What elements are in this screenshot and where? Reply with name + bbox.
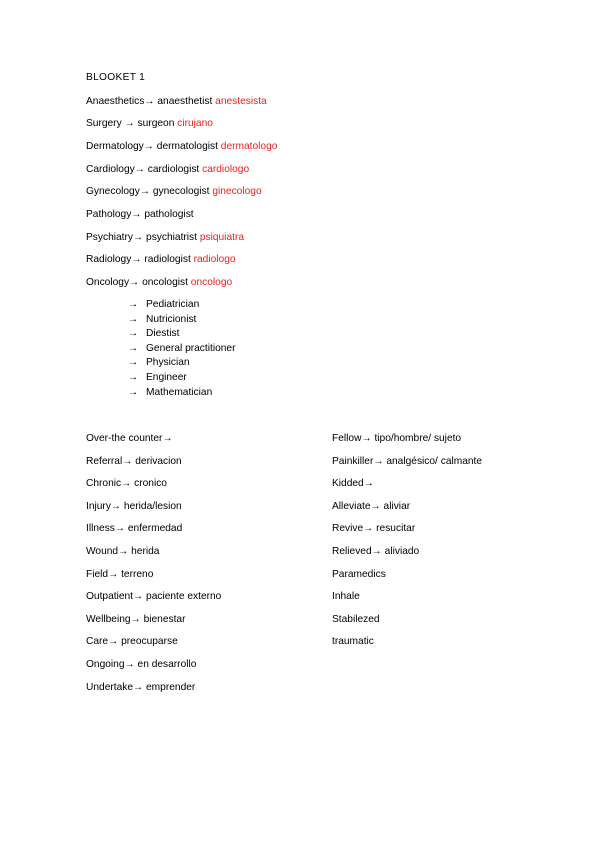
list-item-label: Mathematician	[146, 386, 213, 398]
vocab-item: Injury→ herida/lesion	[86, 500, 182, 512]
vocab-item: Wound→ herida	[86, 545, 160, 557]
arrow-bullet-icon: →	[128, 342, 139, 354]
vocab-item: Illness→ enfermedad	[86, 523, 183, 535]
specialty-term: Gynecology	[86, 186, 140, 197]
vocab-item: Undertake→ emprender	[86, 681, 196, 693]
arrow-icon: →	[133, 232, 144, 243]
specialty-term: Anaesthetics	[86, 96, 145, 107]
specialty-term: Radiology	[86, 254, 132, 265]
arrow-icon: →	[139, 186, 150, 197]
list-item	[128, 313, 235, 328]
list-item-label: Pediatrician	[146, 299, 200, 310]
list-item-label: General practitioner	[146, 342, 236, 354]
specialty-line	[86, 254, 236, 265]
specialty-line	[86, 232, 244, 243]
vocab-item: Chronic→ cronico	[86, 478, 167, 490]
arrow-bullet-icon: →	[128, 299, 139, 310]
list-item-label: Engineer	[146, 371, 187, 383]
vocab-item: traumatic	[332, 636, 374, 648]
vocab-item: Outpatient→ paciente externo	[86, 591, 222, 603]
vocab-item: Over-the counter→	[86, 433, 173, 444]
spanish-translation: anestesista	[215, 96, 267, 107]
arrow-bullet-icon: →	[128, 371, 139, 383]
specialist-name: dermatologist	[156, 141, 218, 152]
arrow-icon: →	[131, 254, 142, 265]
list-item-label: Physician	[146, 357, 190, 369]
list-item-label: Diestist	[146, 328, 180, 340]
list-item	[128, 327, 235, 342]
arrow-icon: →	[131, 209, 142, 220]
vocab-item: Inhale	[332, 591, 360, 603]
specialist-name: surgeon	[137, 118, 175, 129]
specialty-term: Psychiatry	[86, 232, 133, 243]
vocab-item: Field→ terreno	[86, 568, 154, 580]
vocab-item: Alleviate→ aliviar	[332, 500, 411, 512]
list-item	[128, 342, 235, 357]
list-item	[128, 356, 235, 371]
specialty-term: Cardiology	[86, 164, 135, 175]
spanish-translation: psiquiatra	[199, 232, 245, 243]
specialty-line	[86, 118, 213, 129]
arrow-bullet-icon: →	[128, 313, 139, 325]
vocab-item: Stabilezed	[332, 613, 380, 625]
arrow-icon: →	[134, 164, 145, 175]
vocab-item: Wellbeing→ bienestar	[86, 613, 186, 625]
list-item	[128, 386, 235, 401]
specialist-name: gynecologist	[152, 186, 210, 197]
specialty-line	[86, 164, 249, 175]
vocab-item: Paramedics	[332, 568, 386, 580]
arrow-icon: →	[124, 118, 135, 129]
arrow-bullet-icon: →	[128, 357, 139, 369]
vocab-item: Ongoing→ en desarrollo	[86, 658, 197, 670]
vocab-item: Fellow→ tipo/hombre/ sujeto	[332, 433, 462, 444]
spanish-translation: oncologo	[190, 277, 233, 288]
specialist-name: anaesthetist	[157, 96, 213, 107]
specialist-name: pathologist	[144, 209, 194, 220]
specialist-name: radiologist	[144, 254, 191, 265]
vocab-column-right	[332, 432, 482, 658]
list-item-label: Nutricionist	[146, 313, 197, 325]
specialist-name: oncologist	[142, 277, 188, 288]
profession-bullet-list	[128, 298, 235, 400]
spanish-translation: cirujano	[177, 118, 213, 129]
vocab-item: Revive→ resucitar	[332, 523, 416, 535]
arrow-icon: →	[129, 277, 140, 288]
specialty-term: Dermatology	[86, 141, 144, 152]
specialty-term: Surgery	[86, 118, 122, 129]
spanish-translation: radiologo	[193, 254, 236, 265]
specialty-term: Oncology	[86, 277, 130, 288]
specialist-name: psychiatrist	[146, 232, 197, 243]
specialty-line	[86, 277, 232, 288]
vocab-item: Referral→ derivacion	[86, 455, 182, 467]
specialty-line	[86, 96, 267, 107]
list-item	[128, 371, 235, 386]
specialty-line	[86, 209, 194, 220]
specialty-line	[86, 186, 262, 197]
arrow-icon: →	[143, 141, 154, 152]
vocab-item: Painkiller→ analgésico/ calmante	[332, 455, 483, 467]
spanish-translation: cardiologo	[202, 164, 250, 175]
list-item	[128, 298, 235, 313]
spanish-translation: ginecologo	[212, 186, 262, 197]
specialty-term: Pathology	[86, 209, 132, 220]
vocab-item: Care→ preocuparse	[86, 636, 178, 648]
specialist-name: cardiologist	[147, 164, 200, 175]
document-title: BLOOKET 1	[86, 72, 146, 83]
arrow-bullet-icon: →	[128, 386, 139, 398]
vocab-item: Relieved→ aliviado	[332, 545, 420, 557]
arrow-icon: →	[144, 96, 155, 107]
spanish-translation: dermatologo	[220, 141, 278, 152]
vocab-item: Kidded→	[332, 478, 374, 490]
arrow-bullet-icon: →	[128, 328, 139, 340]
vocab-column-left	[86, 432, 221, 703]
specialty-line	[86, 141, 277, 152]
